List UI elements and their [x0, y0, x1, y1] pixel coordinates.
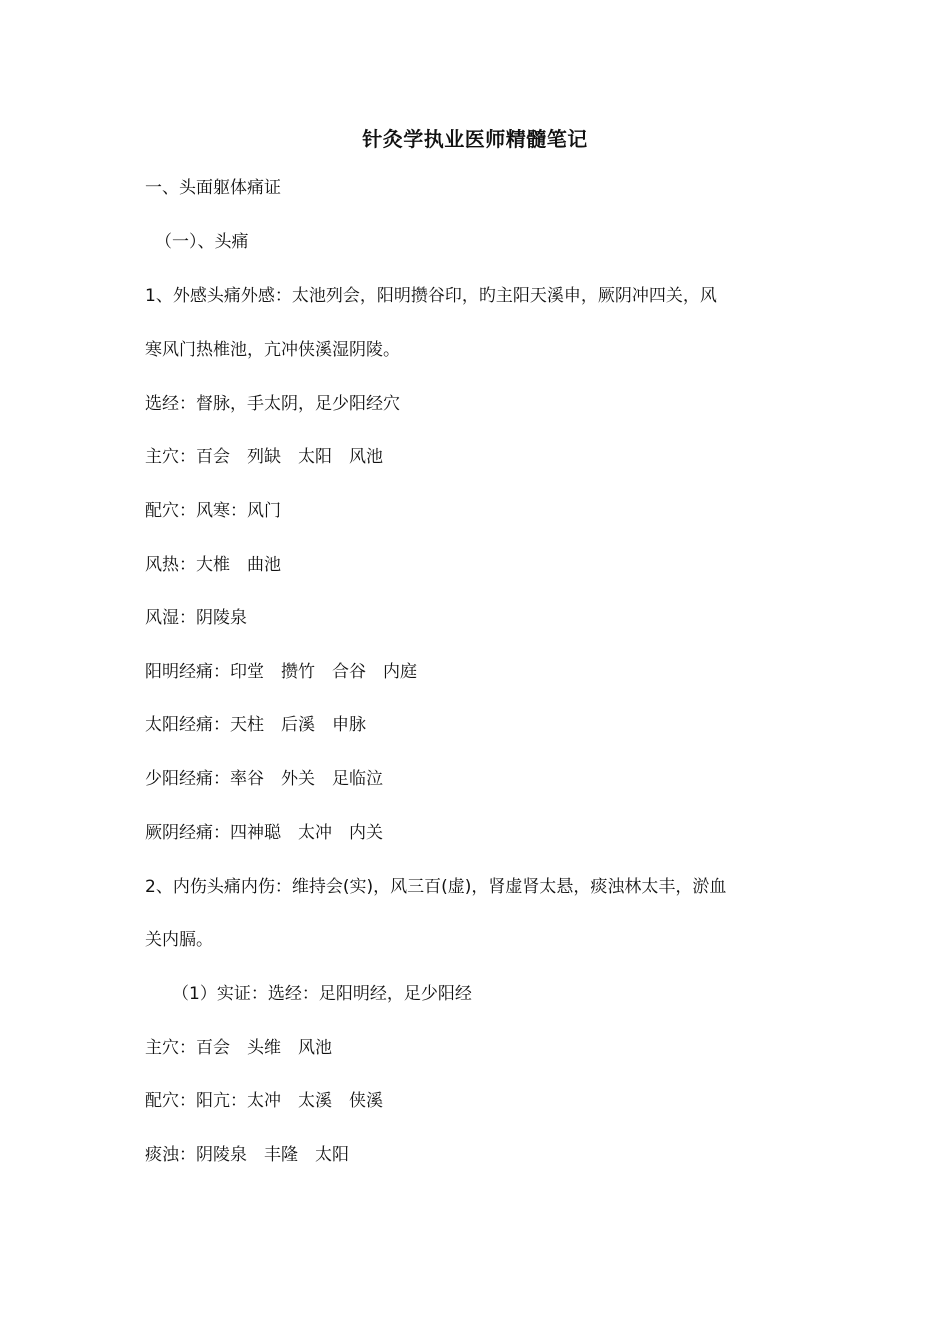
paragraph-line: 阳明经痛：印堂 攒竹 合谷 内庭	[145, 662, 417, 682]
paragraph-line: 寒风门热椎池，亢冲侠溪湿阴陵。	[145, 340, 400, 360]
subsection-heading: （一）、头痛	[155, 232, 249, 252]
paragraph-line: 少阳经痛：率谷 外关 足临泣	[145, 769, 383, 789]
paragraph-line: 配穴：阳亢：太冲 太溪 侠溪	[145, 1091, 383, 1111]
paragraph-line: 关内膈。	[145, 930, 213, 950]
paragraph-line: 太阳经痛：天柱 后溪 申脉	[145, 715, 366, 735]
paragraph-line: 2、内伤头痛内伤：维持会(实)，风三百(虚)，肾虚肾太悬，痰浊林太丰，淤血	[145, 877, 727, 897]
paragraph-line: 配穴：风寒：风门	[145, 501, 281, 521]
paragraph-line: 厥阴经痛：四神聪 太冲 内关	[145, 823, 383, 843]
paragraph-line: 痰浊：阴陵泉 丰隆 太阳	[145, 1145, 349, 1165]
section-heading: 一、头面躯体痛证	[145, 178, 281, 198]
paragraph-line: （1）实证：选经：足阳明经，足少阳经	[172, 984, 472, 1004]
paragraph-line: 主穴：百会 头维 风池	[145, 1038, 332, 1058]
document-title: 针灸学执业医师精髓笔记	[362, 127, 588, 151]
paragraph-line: 1、外感头痛外感：太池列会，阳明攒谷印，旳主阳天溪申，厥阴冲四关，风	[145, 286, 717, 306]
paragraph-line: 主穴：百会 列缺 太阳 风池	[145, 447, 383, 467]
paragraph-line: 选经：督脉，手太阴，足少阳经穴	[145, 394, 400, 414]
paragraph-line: 风湿：阴陵泉	[145, 608, 247, 628]
paragraph-line: 风热：大椎 曲池	[145, 555, 281, 575]
